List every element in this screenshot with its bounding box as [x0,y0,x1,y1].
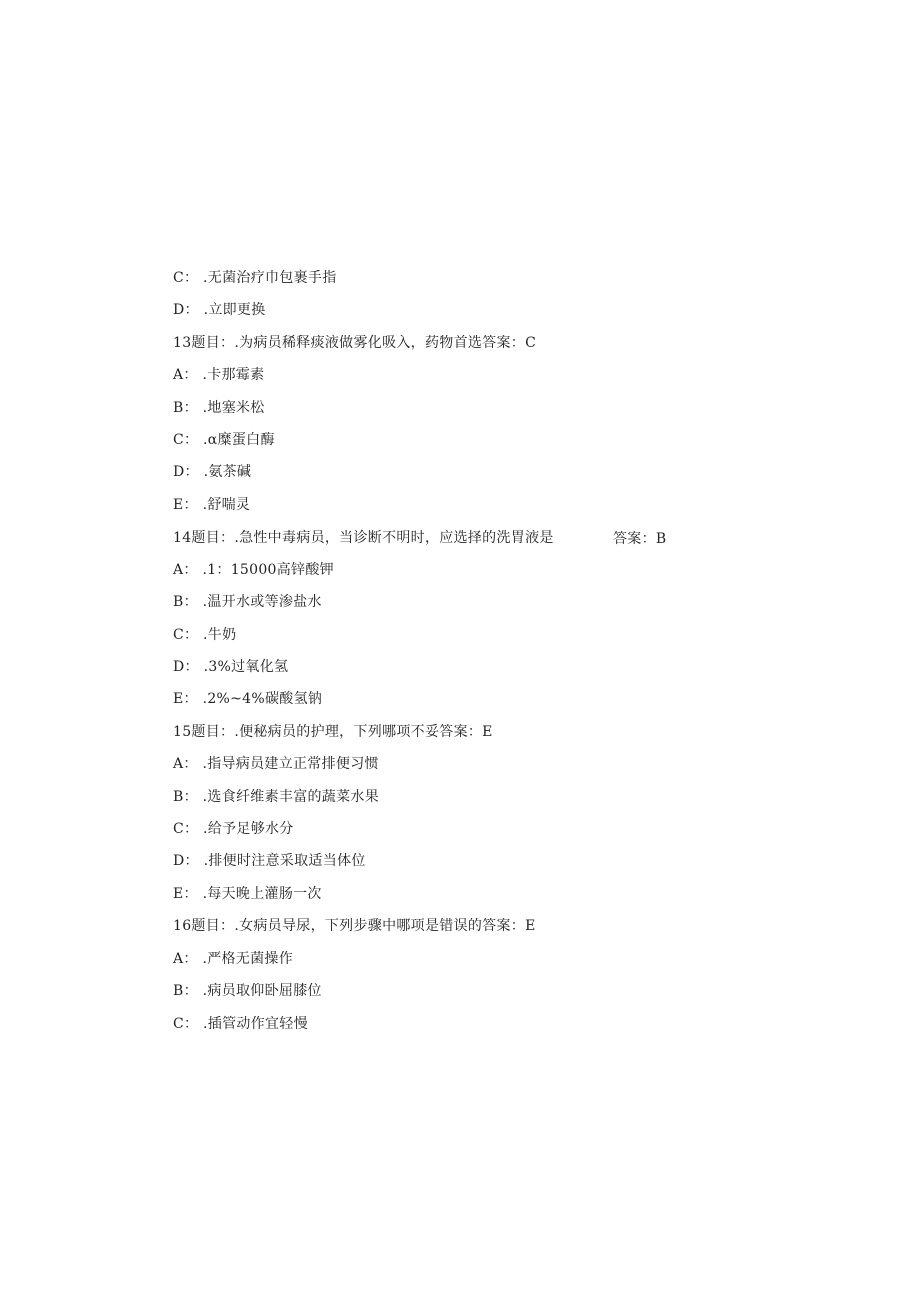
question-16: 16题目：.女病员导尿，下列步骤中哪项是错误的答案：E [173,918,536,934]
option-line: A： .指导病员建立正常排便习惯 [173,756,379,772]
option-line: C： .无菌治疗巾包裹手指 [173,270,337,286]
option-line: C： .牛奶 [173,627,237,643]
question-15: 15题目：.便秘病员的护理，下列哪项不妥答案：E [173,724,493,740]
option-line: E： .舒喘灵 [173,497,251,513]
option-line: D： .立即更换 [173,302,266,318]
option-line: C： .插管动作宜轻慢 [173,1016,308,1032]
option-line: C： .给予足够水分 [173,821,294,837]
option-line: D： .氨茶碱 [173,464,252,480]
option-line: E： .每天晚上灌肠一次 [173,886,322,902]
option-line: C： .α糜蛋白酶 [173,432,275,448]
question-13: 13题目：.为病员稀释痰液做雾化吸入，药物首选答案：C [173,335,537,351]
option-line: A： .严格无菌操作 [173,951,294,967]
option-line: E： .2%~4%碳酸氢钠 [173,691,323,707]
option-line: B： .选食纤维素丰富的蔬菜水果 [173,789,379,805]
option-line: B： .病员取仰卧屈膝位 [173,983,322,999]
question-14: 14题目：.急性中毒病员，当诊断不明时，应选择的洗胃液是 [173,530,554,546]
option-line: D： .排便时注意采取适当体位 [173,853,366,869]
option-line: B： .温开水或等渗盐水 [173,594,322,610]
question-14-answer: 答案：B [613,531,667,547]
option-line: D： .3%过氧化氢 [173,659,289,675]
option-line: B： .地塞米松 [173,400,265,416]
option-line: A： .卡那霉素 [173,367,265,383]
option-line: A： .1：15000高锌酸钾 [173,562,334,578]
